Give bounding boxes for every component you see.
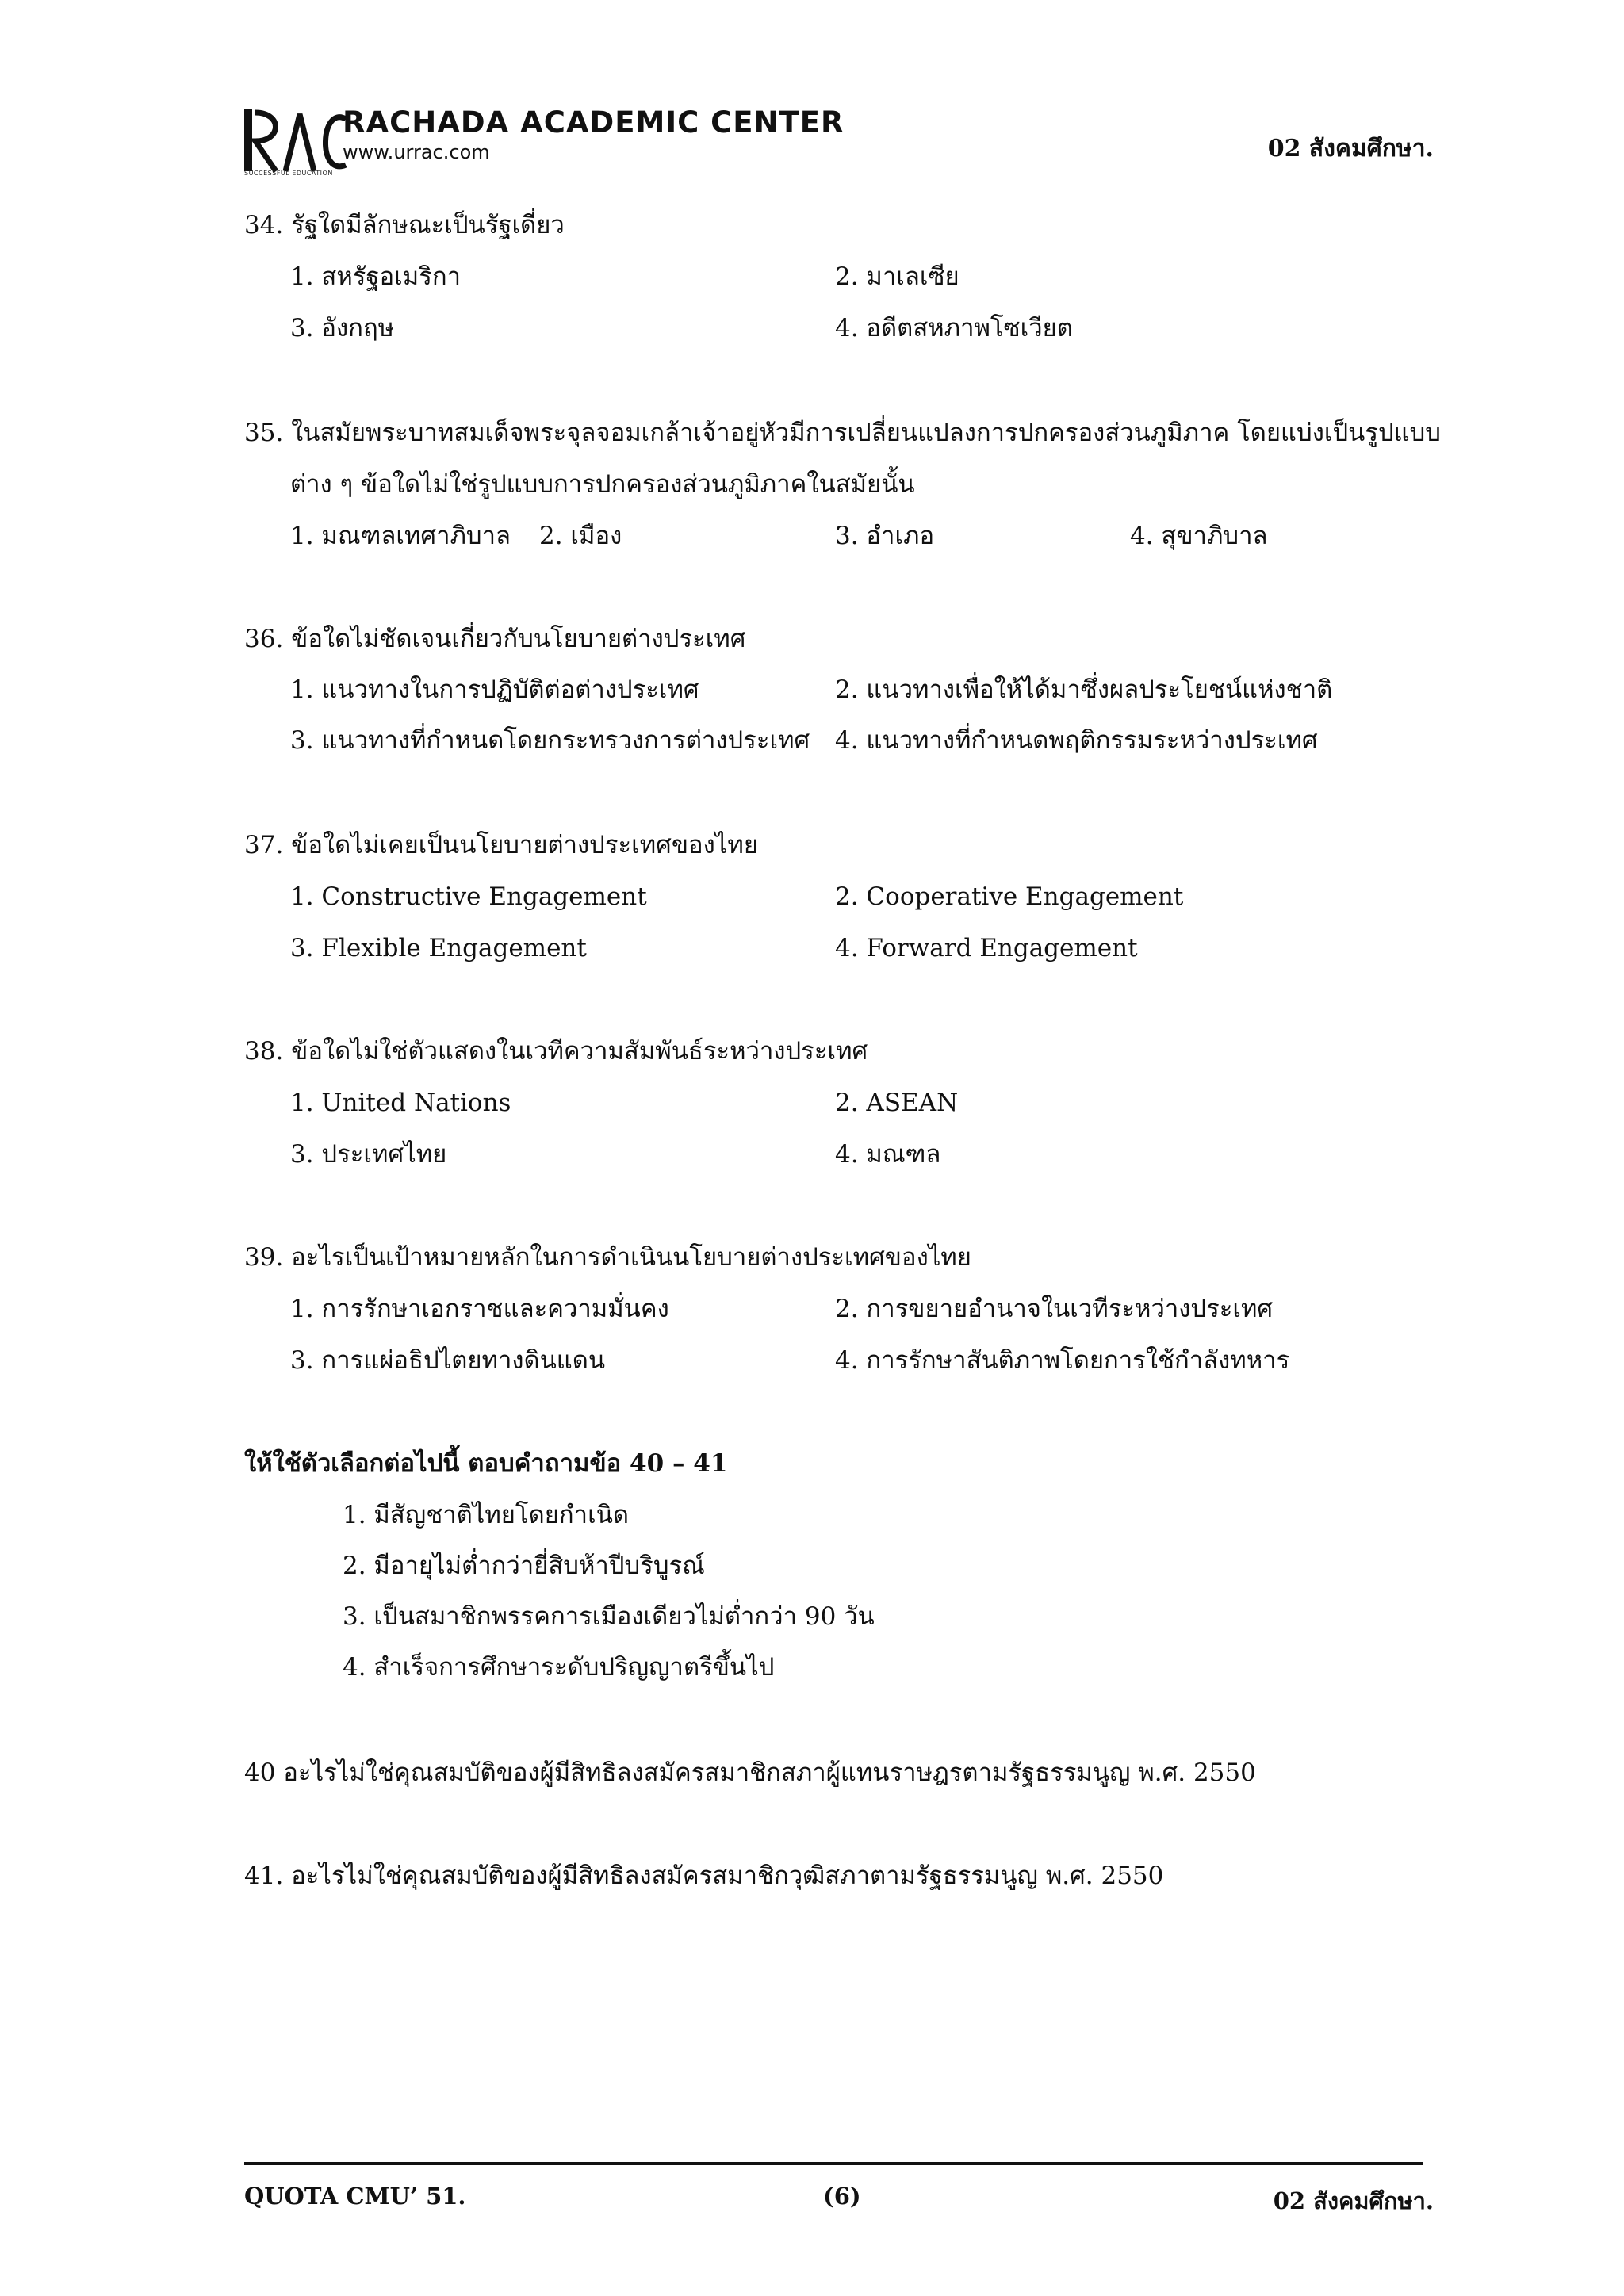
choice: 4. การรักษาสันติภาพโดยการใช้กำลังทหาร (835, 1346, 1290, 1375)
choice: 1. United Nations (290, 1089, 511, 1117)
option-item: 3. เป็นสมาชิกพรรคการเมืองเดียวไม่ต่ำกว่า 90 วัน (343, 1602, 875, 1631)
subject-header: 02 สังคมศึกษา. (1267, 135, 1434, 163)
question-number: 37. (244, 831, 284, 859)
question-text: อะไรเป็นเป้าหมายหลักในการดำเนินนโยบายต่างประเทศของไทย (291, 1243, 971, 1272)
footer-subject: 02 สังคมศึกษา. (1273, 2187, 1434, 2214)
choice: 3. Flexible Engagement (290, 934, 587, 962)
question-36 (244, 623, 745, 655)
choice: 2. การขยายอำนาจในเวทีระหว่างประเทศ (835, 1295, 1274, 1323)
question-text: ข้อใดไม่เคยเป็นนโยบายต่างประเทศของไทย (291, 831, 758, 859)
brand-tagline: SUCCESSFUL EDUCATION (244, 170, 333, 177)
footer-exam-name: QUOTA CMU’ 51. (244, 2183, 466, 2210)
question-41: 41. อะไรไม่ใช่คุณสมบัติของผู้มีสิทธิลงสมัครสมาชิกวุฒิสภาตามรัฐธรรมนูญ พ.ศ. 2550 (244, 1862, 1164, 1890)
question-number: 38. (244, 1037, 284, 1066)
question-text: ในสมัยพระบาทสมเด็จพระจุลจอมเกล้าเจ้าอยู่หัวมีการเปลี่ยนแปลงการปกครองส่วนภูมิภาค โดยแบ่งเป็นรูปแบบ (291, 419, 1441, 447)
choice: 1. มณฑลเทศาภิบาล (290, 522, 511, 550)
question-number: 35. (244, 419, 284, 447)
rac-logo (244, 109, 349, 174)
choice: 2. เมือง (539, 522, 622, 550)
question-text-continued: ต่าง ๆ ข้อใดไม่ใช่รูปแบบการปกครองส่วนภูมิภาคในสมัยนั้น (290, 470, 915, 499)
instruction-heading: ให้ใช้ตัวเลือกต่อไปนี้ ตอบคำถามข้อ 40 – 41 (244, 1449, 728, 1478)
choice: 2. แนวทางเพื่อให้ได้มาซึ่งผลประโยชน์แห่งชาติ (835, 675, 1333, 704)
option-item: 4. สำเร็จการศึกษาระดับปริญญาตรีขึ้นไป (343, 1653, 775, 1682)
option-item: 2. มีอายุไม่ต่ำกว่ายี่สิบห้าปีบริบูรณ์ (343, 1552, 705, 1580)
choice: 2. Cooperative Engagement (835, 882, 1184, 911)
choice: 4. Forward Engagement (835, 934, 1138, 962)
question-35 (244, 417, 1441, 449)
choice: 1. สหรัฐอเมริกา (290, 262, 462, 291)
choice: 4. อดีตสหภาพโซเวียต (835, 314, 1073, 342)
question-text: รัฐใดมีลักษณะเป็นรัฐเดี่ยว (291, 211, 565, 239)
brand-url: www.urrac.com (343, 141, 490, 163)
question-number: 36. (244, 625, 284, 653)
choice: 3. อังกฤษ (290, 314, 395, 342)
question-text: ข้อใดไม่ชัดเจนเกี่ยวกับนโยบายต่างประเทศ (291, 625, 746, 653)
choice: 3. การแผ่อธิปไตยทางดินแดน (290, 1346, 606, 1375)
choice: 1. แนวทางในการปฏิบัติต่อต่างประเทศ (290, 675, 699, 704)
choice: 3. แนวทางที่กำหนดโดยกระทรวงการต่างประเทศ (290, 726, 810, 755)
choice: 4. แนวทางที่กำหนดพฤติกรรมระหว่างประเทศ (835, 726, 1318, 755)
choice: 4. สุขาภิบาล (1130, 522, 1268, 550)
question-40: 40 อะไรไม่ใช่คุณสมบัติของผู้มีสิทธิลงสมัครสมาชิกสภาผู้แทนราษฎรตามรัฐธรรมนูญ พ.ศ. 2550 (244, 1758, 1256, 1787)
brand-name: RACHADA ACADEMIC CENTER (343, 105, 845, 140)
question-number: 39. (244, 1243, 284, 1272)
choice: 4. มณฑล (835, 1140, 941, 1169)
question-text: ข้อใดไม่ใช่ตัวแสดงในเวทีความสัมพันธ์ระหว่างประเทศ (291, 1037, 868, 1066)
question-34 (244, 209, 565, 241)
choice: 3. ประเทศไทย (290, 1140, 447, 1169)
choice: 2. ASEAN (835, 1089, 959, 1117)
option-item: 1. มีสัญชาติไทยโดยกำเนิด (343, 1501, 630, 1529)
question-38 (244, 1035, 868, 1067)
question-37 (244, 829, 758, 861)
question-number: 34. (244, 211, 284, 239)
choice: 1. การรักษาเอกราชและความมั่นคง (290, 1295, 669, 1323)
choice: 3. อำเภอ (835, 522, 935, 550)
page-number: (6) (823, 2183, 861, 2210)
choice: 2. มาเลเซีย (835, 262, 959, 291)
question-39 (244, 1242, 971, 1273)
footer-divider (244, 2162, 1423, 2165)
choice: 1. Constructive Engagement (290, 882, 647, 911)
